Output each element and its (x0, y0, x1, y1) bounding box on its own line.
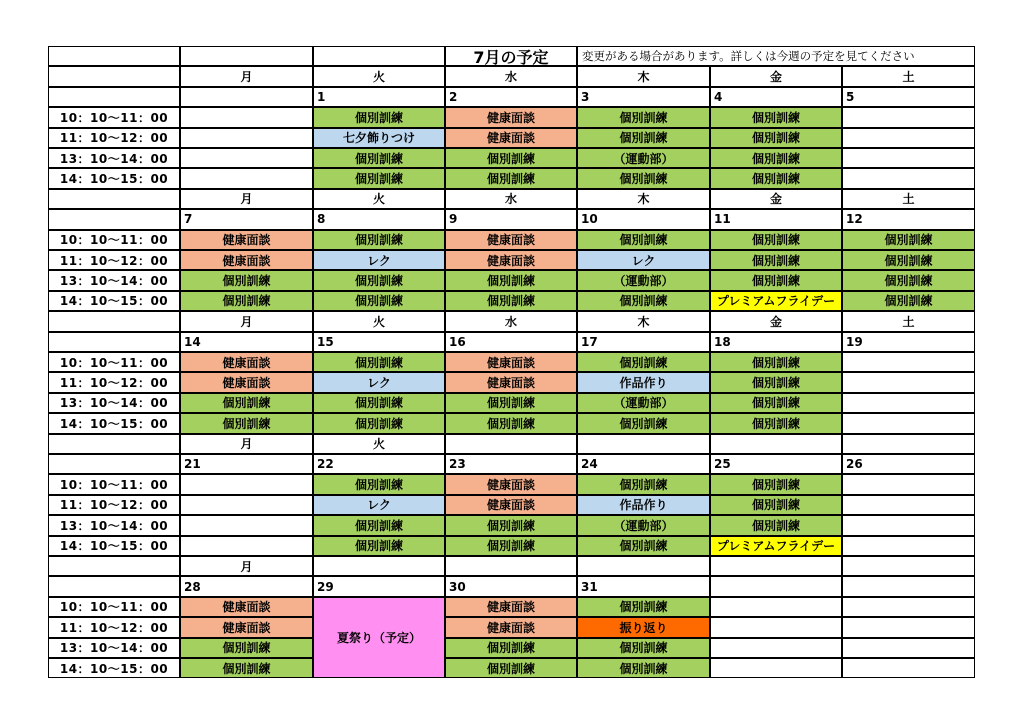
date-cell: 23 (445, 454, 577, 474)
time-slot: 11：10～12：00 (48, 128, 180, 148)
weekday-header (842, 434, 975, 454)
date-cell: 12 (842, 209, 975, 229)
activity-cell: 個別訓練 (710, 515, 842, 535)
date-cell: 21 (180, 454, 313, 474)
date-cell: 11 (710, 209, 842, 229)
activity-cell: 個別訓練 (577, 638, 710, 658)
activity-cell: レク (313, 372, 445, 392)
date-cell: 5 (842, 87, 975, 107)
date-cell: 24 (577, 454, 710, 474)
activity-cell: 健康面談 (445, 474, 577, 494)
date-cell: 1 (313, 87, 445, 107)
weekday-header: 火 (313, 189, 445, 209)
activity-cell: 健康面談 (445, 617, 577, 637)
activity-cell: 個別訓練 (313, 536, 445, 556)
activity-cell: 個別訓練 (577, 474, 710, 494)
activity-cell: プレミアムフライデー (710, 536, 842, 556)
date-row-blank (48, 87, 180, 107)
time-slot: 11：10～12：00 (48, 495, 180, 515)
activity-cell: 個別訓練 (710, 474, 842, 494)
date-cell: 10 (577, 209, 710, 229)
date-cell: 29 (313, 576, 445, 596)
activity-cell: 個別訓練 (842, 230, 975, 250)
empty-cell (180, 168, 313, 188)
activity-cell: 健康面談 (445, 128, 577, 148)
weekday-header: 金 (710, 189, 842, 209)
weekday-header: 水 (445, 66, 577, 86)
empty-cell (842, 107, 975, 127)
weekday-header (842, 556, 975, 576)
weekday-header: 土 (842, 189, 975, 209)
activity-cell: 作品作り (577, 495, 710, 515)
weekday-header: 火 (313, 434, 445, 454)
activity-cell: 個別訓練 (180, 658, 313, 678)
empty-cell (842, 638, 975, 658)
activity-cell: 健康面談 (445, 250, 577, 270)
activity-cell: 個別訓練 (313, 168, 445, 188)
activity-cell: 作品作り (577, 372, 710, 392)
activity-cell: 個別訓練 (710, 352, 842, 372)
time-slot: 14：10～15：00 (48, 168, 180, 188)
activity-cell: 健康面談 (445, 495, 577, 515)
date-cell: 4 (710, 87, 842, 107)
page-title: 7月の予定 (445, 46, 577, 66)
activity-cell: 個別訓練 (313, 291, 445, 311)
activity-cell: 個別訓練 (577, 128, 710, 148)
empty-cell (842, 148, 975, 168)
activity-cell: 個別訓練 (180, 393, 313, 413)
time-slot: 13：10～14：00 (48, 393, 180, 413)
empty-cell (842, 168, 975, 188)
empty-cell (842, 617, 975, 637)
activity-cell: 個別訓練 (313, 270, 445, 290)
empty-cell (842, 536, 975, 556)
header-blank (48, 46, 180, 66)
activity-cell: 個別訓練 (710, 148, 842, 168)
weekday-header: 木 (577, 311, 710, 331)
empty-cell (180, 474, 313, 494)
activity-cell: （運動部） (577, 148, 710, 168)
weekday-header (710, 434, 842, 454)
empty-cell (180, 107, 313, 127)
time-slot: 13：10～14：00 (48, 638, 180, 658)
weekday-row-blank (48, 189, 180, 209)
date-row-blank (48, 332, 180, 352)
schedule-sheet (48, 46, 975, 689)
activity-cell: 個別訓練 (445, 413, 577, 433)
weekday-header: 木 (577, 189, 710, 209)
activity-cell: 個別訓練 (710, 495, 842, 515)
date-row-blank (48, 454, 180, 474)
activity-cell: 振り返り (577, 617, 710, 637)
weekday-header: 月 (180, 66, 313, 86)
weekday-header: 金 (710, 66, 842, 86)
header-blank (180, 46, 313, 66)
date-cell: 19 (842, 332, 975, 352)
date-cell (180, 87, 313, 107)
date-cell: 14 (180, 332, 313, 352)
activity-cell: 個別訓練 (445, 515, 577, 535)
date-cell: 7 (180, 209, 313, 229)
activity-cell: 個別訓練 (577, 658, 710, 678)
activity-cell: 個別訓練 (313, 148, 445, 168)
activity-cell: 個別訓練 (313, 107, 445, 127)
activity-cell: 個別訓練 (313, 474, 445, 494)
weekday-header (577, 556, 710, 576)
weekday-header: 月 (180, 311, 313, 331)
weekday-header: 土 (842, 311, 975, 331)
activity-cell: 健康面談 (445, 352, 577, 372)
weekday-header: 水 (445, 189, 577, 209)
header-blank (313, 46, 445, 66)
activity-cell: 個別訓練 (710, 168, 842, 188)
activity-cell: 個別訓練 (710, 270, 842, 290)
date-cell: 3 (577, 87, 710, 107)
date-cell: 30 (445, 576, 577, 596)
activity-cell: 個別訓練 (842, 291, 975, 311)
date-cell: 22 (313, 454, 445, 474)
activity-cell: 個別訓練 (710, 230, 842, 250)
empty-cell (842, 474, 975, 494)
time-slot: 11：10～12：00 (48, 372, 180, 392)
notice-text: 変更がある場合があります。詳しくは今週の予定を見てください (577, 46, 975, 66)
activity-cell: 個別訓練 (842, 270, 975, 290)
activity-cell: レク (313, 250, 445, 270)
empty-cell (842, 128, 975, 148)
date-cell (710, 576, 842, 596)
activity-cell: 健康面談 (180, 352, 313, 372)
activity-cell: 個別訓練 (313, 515, 445, 535)
empty-cell (842, 515, 975, 535)
activity-cell: 健康面談 (180, 372, 313, 392)
weekday-row-blank (48, 556, 180, 576)
empty-cell (180, 148, 313, 168)
weekday-row-blank (48, 66, 180, 86)
activity-cell: 個別訓練 (445, 148, 577, 168)
time-slot: 14：10～15：00 (48, 658, 180, 678)
activity-cell: 健康面談 (180, 597, 313, 617)
empty-cell (842, 352, 975, 372)
time-slot: 10：10～11：00 (48, 230, 180, 250)
activity-cell: 個別訓練 (180, 291, 313, 311)
date-cell: 9 (445, 209, 577, 229)
empty-cell (842, 413, 975, 433)
activity-cell: 個別訓練 (577, 597, 710, 617)
time-slot: 10：10～11：00 (48, 474, 180, 494)
activity-cell: 健康面談 (445, 230, 577, 250)
empty-cell (842, 597, 975, 617)
time-slot: 14：10～15：00 (48, 413, 180, 433)
weekday-header: 水 (445, 311, 577, 331)
date-row-blank (48, 576, 180, 596)
activity-cell: 七夕飾りつけ (313, 128, 445, 148)
activity-cell: 個別訓練 (445, 658, 577, 678)
weekday-header (313, 556, 445, 576)
date-cell: 28 (180, 576, 313, 596)
activity-cell: 個別訓練 (445, 393, 577, 413)
activity-cell: 個別訓練 (577, 536, 710, 556)
activity-cell: 健康面談 (180, 617, 313, 637)
weekday-row-blank (48, 434, 180, 454)
activity-cell: 個別訓練 (577, 107, 710, 127)
activity-cell: 個別訓練 (180, 638, 313, 658)
weekday-header (445, 434, 577, 454)
activity-cell: （運動部） (577, 393, 710, 413)
empty-cell (842, 495, 975, 515)
activity-cell: レク (577, 250, 710, 270)
time-slot: 13：10～14：00 (48, 270, 180, 290)
weekday-header: 火 (313, 66, 445, 86)
activity-cell: 個別訓練 (577, 168, 710, 188)
activity-cell: 個別訓練 (445, 638, 577, 658)
time-slot: 13：10～14：00 (48, 515, 180, 535)
date-cell: 15 (313, 332, 445, 352)
activity-cell: 健康面談 (445, 372, 577, 392)
activity-cell: 健康面談 (445, 597, 577, 617)
activity-cell: 個別訓練 (445, 270, 577, 290)
activity-cell: 個別訓練 (313, 352, 445, 372)
activity-cell: 個別訓練 (180, 270, 313, 290)
activity-cell: プレミアムフライデー (710, 291, 842, 311)
activity-cell: 個別訓練 (313, 413, 445, 433)
activity-cell: 個別訓練 (710, 128, 842, 148)
empty-cell (180, 515, 313, 535)
activity-cell: （運動部） (577, 270, 710, 290)
date-cell: 16 (445, 332, 577, 352)
date-cell: 26 (842, 454, 975, 474)
empty-cell (842, 372, 975, 392)
time-slot: 11：10～12：00 (48, 250, 180, 270)
empty-cell (180, 128, 313, 148)
activity-cell: 個別訓練 (313, 230, 445, 250)
empty-cell (842, 658, 975, 678)
time-slot: 14：10～15：00 (48, 291, 180, 311)
time-slot: 13：10～14：00 (48, 148, 180, 168)
activity-cell: 個別訓練 (313, 393, 445, 413)
activity-cell: 個別訓練 (445, 168, 577, 188)
date-row-blank (48, 209, 180, 229)
weekday-header (577, 434, 710, 454)
weekday-header: 月 (180, 434, 313, 454)
weekday-header (445, 556, 577, 576)
time-slot: 10：10～11：00 (48, 107, 180, 127)
activity-cell: レク (313, 495, 445, 515)
activity-cell: 健康面談 (180, 230, 313, 250)
activity-cell: 個別訓練 (710, 393, 842, 413)
activity-cell: 健康面談 (180, 250, 313, 270)
empty-cell (710, 617, 842, 637)
activity-cell: 個別訓練 (445, 291, 577, 311)
empty-cell (180, 495, 313, 515)
date-cell: 8 (313, 209, 445, 229)
activity-cell: 夏祭り（予定） (313, 597, 445, 679)
empty-cell (842, 393, 975, 413)
activity-cell: 個別訓練 (710, 372, 842, 392)
weekday-header: 木 (577, 66, 710, 86)
empty-cell (710, 638, 842, 658)
weekday-header: 火 (313, 311, 445, 331)
time-slot: 10：10～11：00 (48, 352, 180, 372)
activity-cell: （運動部） (577, 515, 710, 535)
weekday-header: 月 (180, 189, 313, 209)
activity-cell: 個別訓練 (710, 413, 842, 433)
weekday-header: 土 (842, 66, 975, 86)
date-cell (842, 576, 975, 596)
activity-cell: 個別訓練 (842, 250, 975, 270)
date-cell: 25 (710, 454, 842, 474)
activity-cell: 健康面談 (445, 107, 577, 127)
activity-cell: 個別訓練 (577, 291, 710, 311)
time-slot: 14：10～15：00 (48, 536, 180, 556)
activity-cell: 個別訓練 (180, 413, 313, 433)
activity-cell: 個別訓練 (445, 536, 577, 556)
activity-cell: 個別訓練 (710, 107, 842, 127)
date-cell: 17 (577, 332, 710, 352)
time-slot: 11：10～12：00 (48, 617, 180, 637)
weekday-header: 月 (180, 556, 313, 576)
weekday-header: 金 (710, 311, 842, 331)
activity-cell: 個別訓練 (710, 250, 842, 270)
empty-cell (710, 597, 842, 617)
date-cell: 31 (577, 576, 710, 596)
weekday-header (710, 556, 842, 576)
date-cell: 18 (710, 332, 842, 352)
weekday-row-blank (48, 311, 180, 331)
empty-cell (180, 536, 313, 556)
empty-cell (710, 658, 842, 678)
time-slot: 10：10～11：00 (48, 597, 180, 617)
activity-cell: 個別訓練 (577, 413, 710, 433)
date-cell: 2 (445, 87, 577, 107)
activity-cell: 個別訓練 (577, 352, 710, 372)
activity-cell: 個別訓練 (577, 230, 710, 250)
